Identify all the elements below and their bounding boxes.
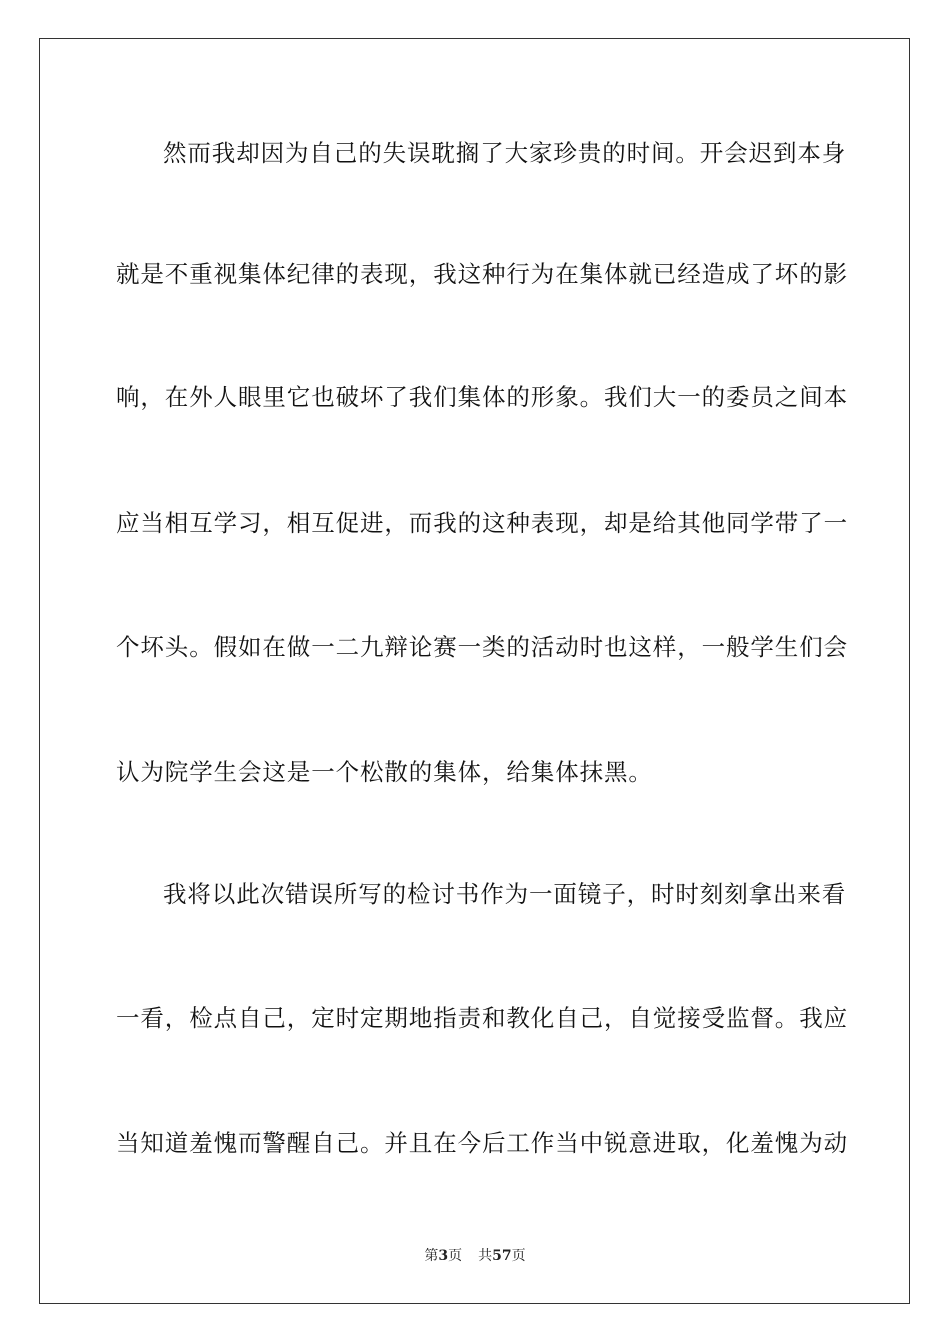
page-footer bbox=[0, 1247, 950, 1265]
page-frame bbox=[39, 38, 910, 1304]
page-label-suffix: 页 bbox=[448, 1248, 463, 1264]
total-label-prefix: 共 bbox=[478, 1248, 493, 1264]
paragraph-1-line-4: 应当相互学习，相互促进，而我的这种表现，却是给其他同学带了一 bbox=[116, 509, 848, 537]
paragraph-1-line-5: 个坏头。假如在做一二九辩论赛一类的活动时也这样，一般学生们会 bbox=[116, 633, 848, 661]
paragraph-2-line-2: 一看，检点自己，定时定期地指责和教化自己，自觉接受监督。我应 bbox=[116, 1004, 848, 1032]
paragraph-2-line-3: 当知道羞愧而警醒自己。并且在今后工作当中锐意进取，化羞愧为动 bbox=[116, 1129, 848, 1157]
paragraph-2-line-1: 我将以此次错误所写的检讨书作为一面镜子，时时刻刻拿出来看 bbox=[163, 880, 847, 908]
paragraph-1-line-2: 就是不重视集体纪律的表现，我这种行为在集体就已经造成了坏的影 bbox=[116, 260, 848, 288]
total-label-suffix: 页 bbox=[511, 1248, 526, 1264]
total-pages: 57 bbox=[492, 1248, 512, 1264]
paragraph-1-line-1: 然而我却因为自己的失误耽搁了大家珍贵的时间。开会迟到本身 bbox=[163, 139, 847, 167]
paragraph-1-line-3: 响，在外人眼里它也破坏了我们集体的形象。我们大一的委员之间本 bbox=[116, 383, 848, 411]
paragraph-1-line-6: 认为院学生会这是一个松散的集体，给集体抹黑。 bbox=[116, 758, 653, 786]
page-label-prefix: 第 bbox=[424, 1248, 439, 1264]
page-number: 3 bbox=[438, 1248, 449, 1264]
